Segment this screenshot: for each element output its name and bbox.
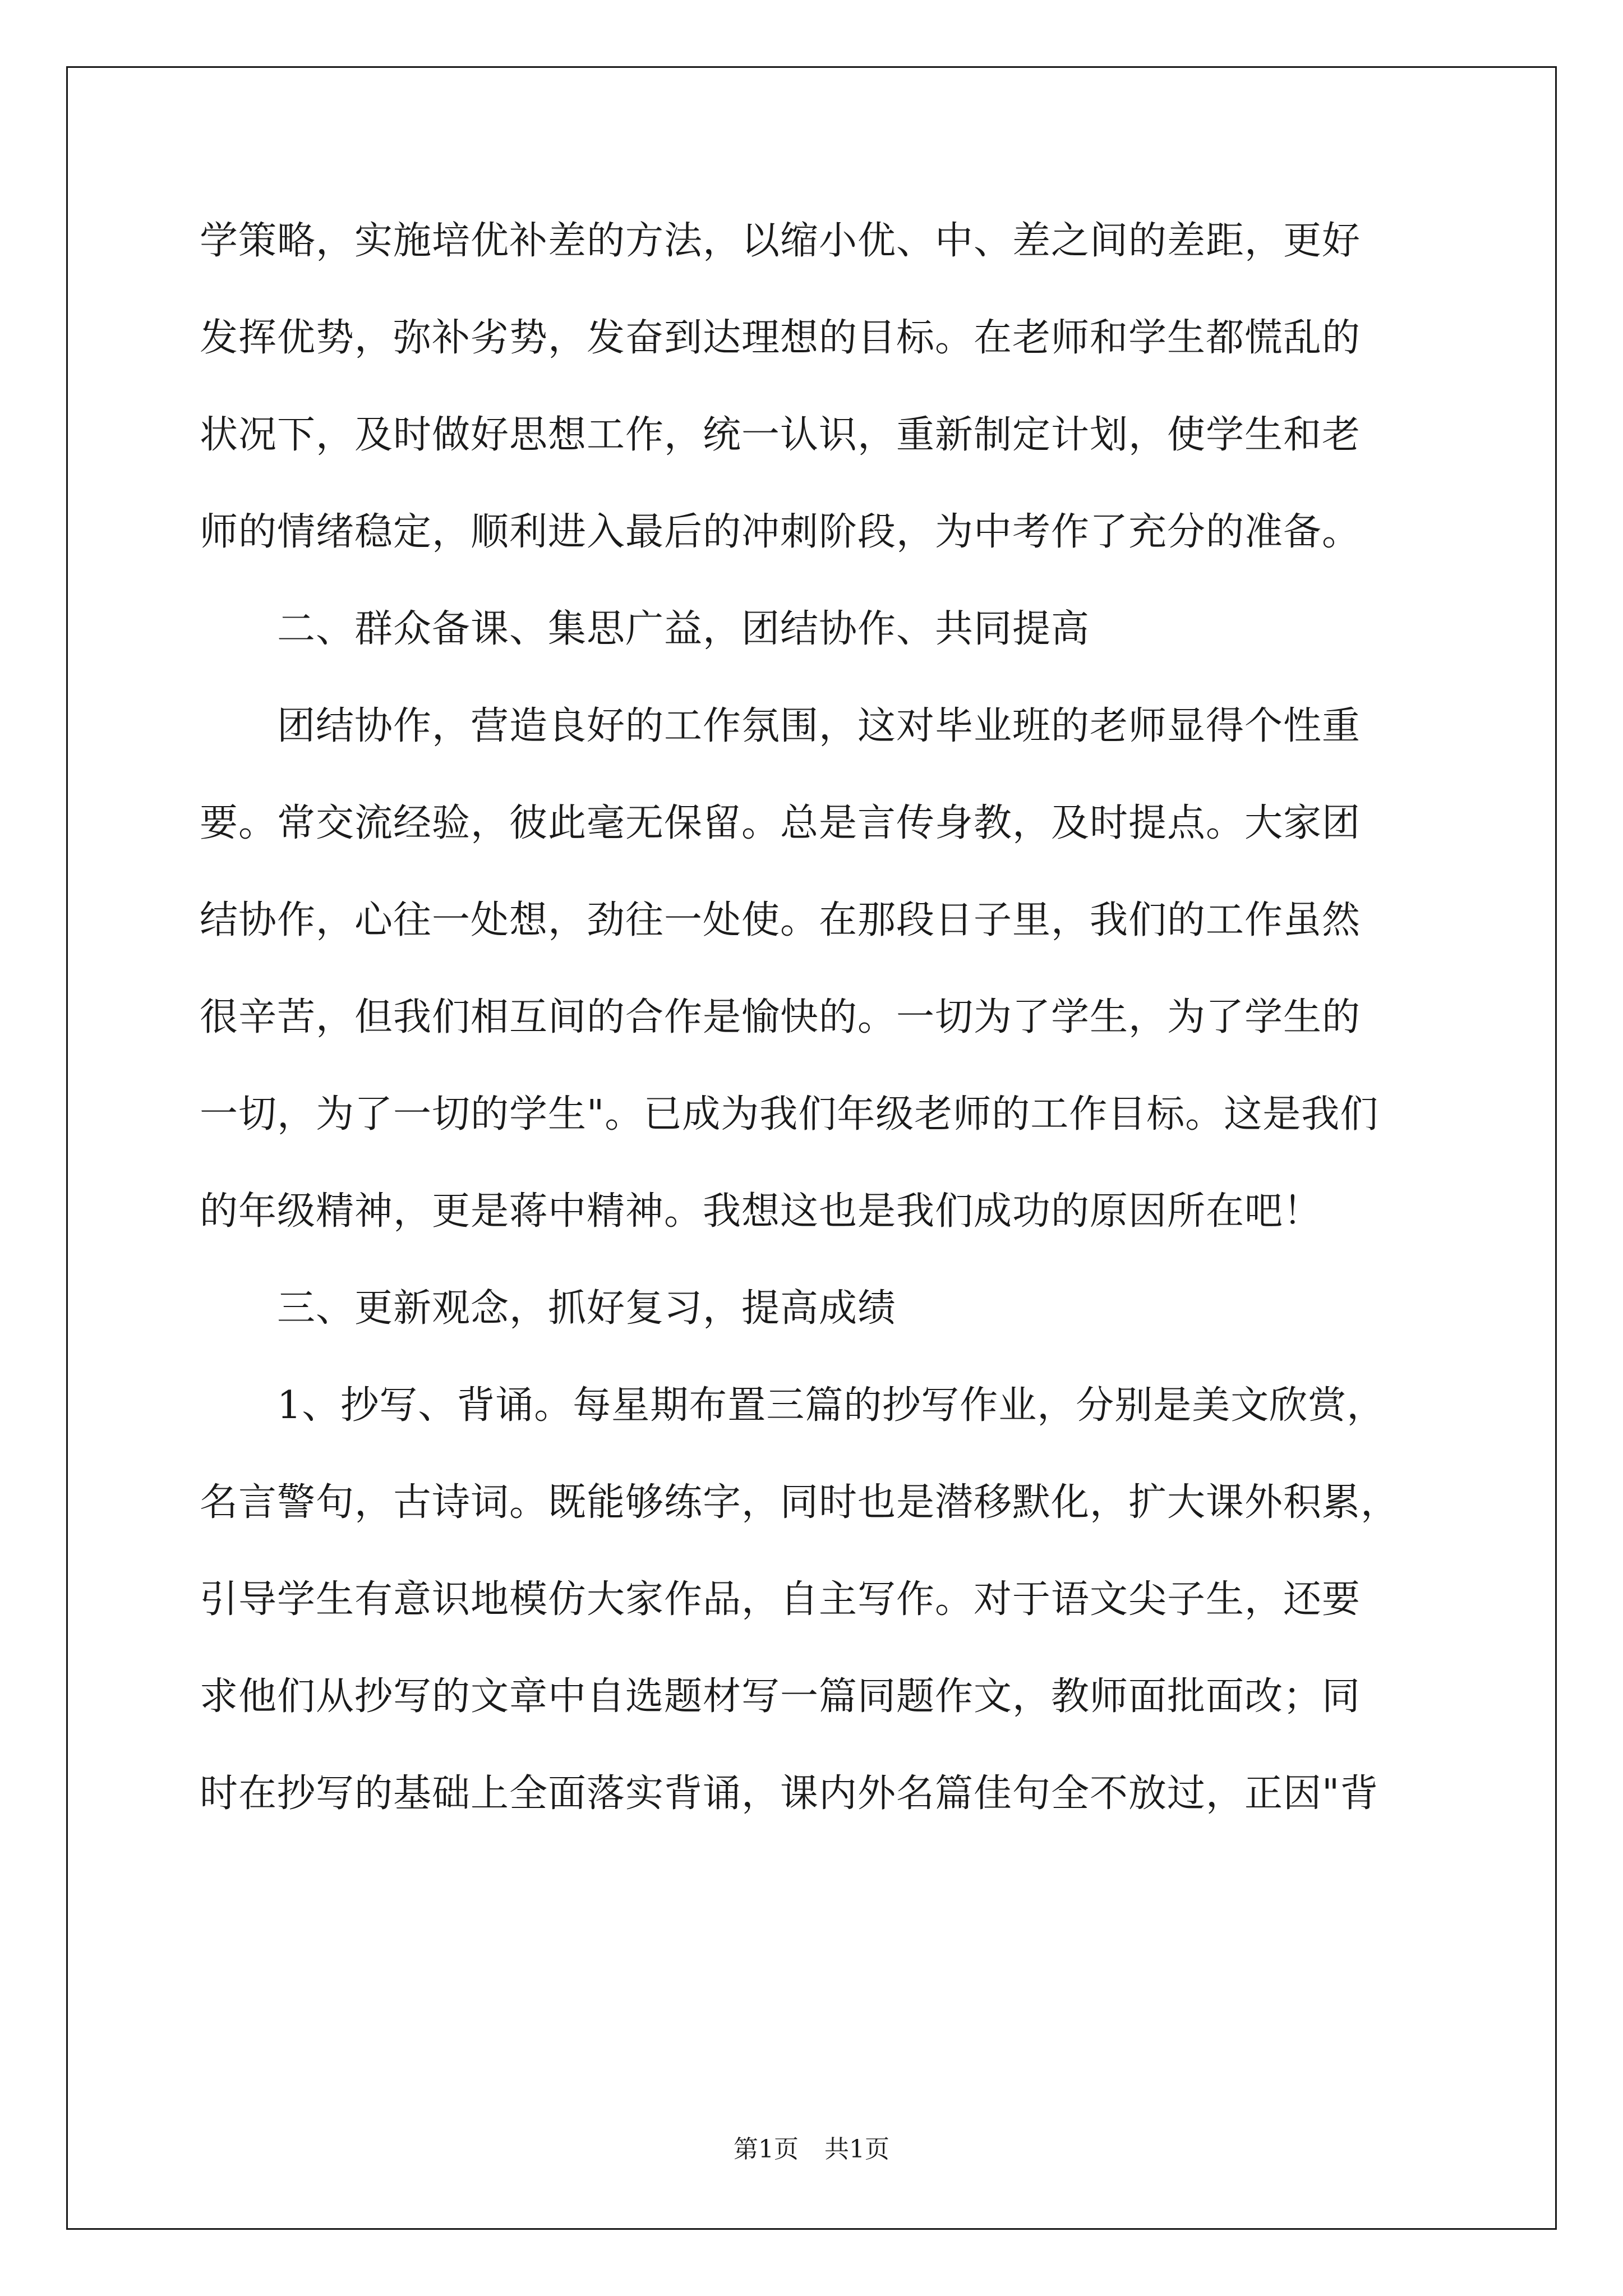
text-line: 状况下，及时做好思想工作，统一认识，重新制定计划，使学生和老 xyxy=(200,413,1361,457)
text-line: 师的情绪稳定，顺利进入最后的冲刺阶段，为中考作了充分的准备。 xyxy=(200,510,1361,554)
document-body xyxy=(200,213,1433,1863)
text-line: 结协作，心往一处想，劲往一处使。在那段日子里，我们的工作虽然 xyxy=(200,898,1361,942)
text-line: 学策略，实施培优补差的方法，以缩小优、中、差之间的差距，更好 xyxy=(200,219,1361,263)
text-line: 的年级精神，更是蒋中精神。我想这也是我们成功的原因所在吧！ xyxy=(200,1189,1322,1234)
text-line: 名言警句，古诗词。既能够练字，同时也是潜移默化，扩大课外积累， xyxy=(200,1480,1400,1525)
text-line: 时在抄写的基础上全面落实背诵，课内外名篇佳句全不放过，正因"背 xyxy=(200,1772,1379,1816)
text-line: 要。常交流经验，彼此毫无保留。总是言传身教，及时提点。大家团 xyxy=(200,801,1361,845)
text-line: 1、抄写、背诵。每星期布置三篇的抄写作业，分别是美文欣赏， xyxy=(200,1383,1386,1428)
text-line: 一切，为了一切的学生"。已成为我们年级老师的工作目标。这是我们 xyxy=(200,1092,1379,1137)
text-line: 很辛苦，但我们相互间的合作是愉快的。一切为了学生，为了学生的 xyxy=(200,995,1361,1039)
section-heading-3: 三、更新观念，抓好复习，提高成绩 xyxy=(200,1286,897,1331)
text-line: 引导学生有意识地模仿大家作品，自主写作。对于语文尖子生，还要 xyxy=(200,1577,1361,1622)
text-line: 发挥优势，弥补劣势，发奋到达理想的目标。在老师和学生都慌乱的 xyxy=(200,316,1361,360)
page-number: 第1页 xyxy=(734,2135,799,2164)
page-total: 共1页 xyxy=(824,2135,889,2164)
text-line: 团结协作，营造良好的工作氛围，这对毕业班的老师显得个性重 xyxy=(200,704,1361,748)
section-heading-2: 二、群众备课、集思广益，团结协作、共同提高 xyxy=(200,607,1090,651)
page-footer xyxy=(0,2129,1623,2165)
text-line: 求他们从抄写的文章中自选题材写一篇同题作文，教师面批面改；同 xyxy=(200,1674,1361,1719)
